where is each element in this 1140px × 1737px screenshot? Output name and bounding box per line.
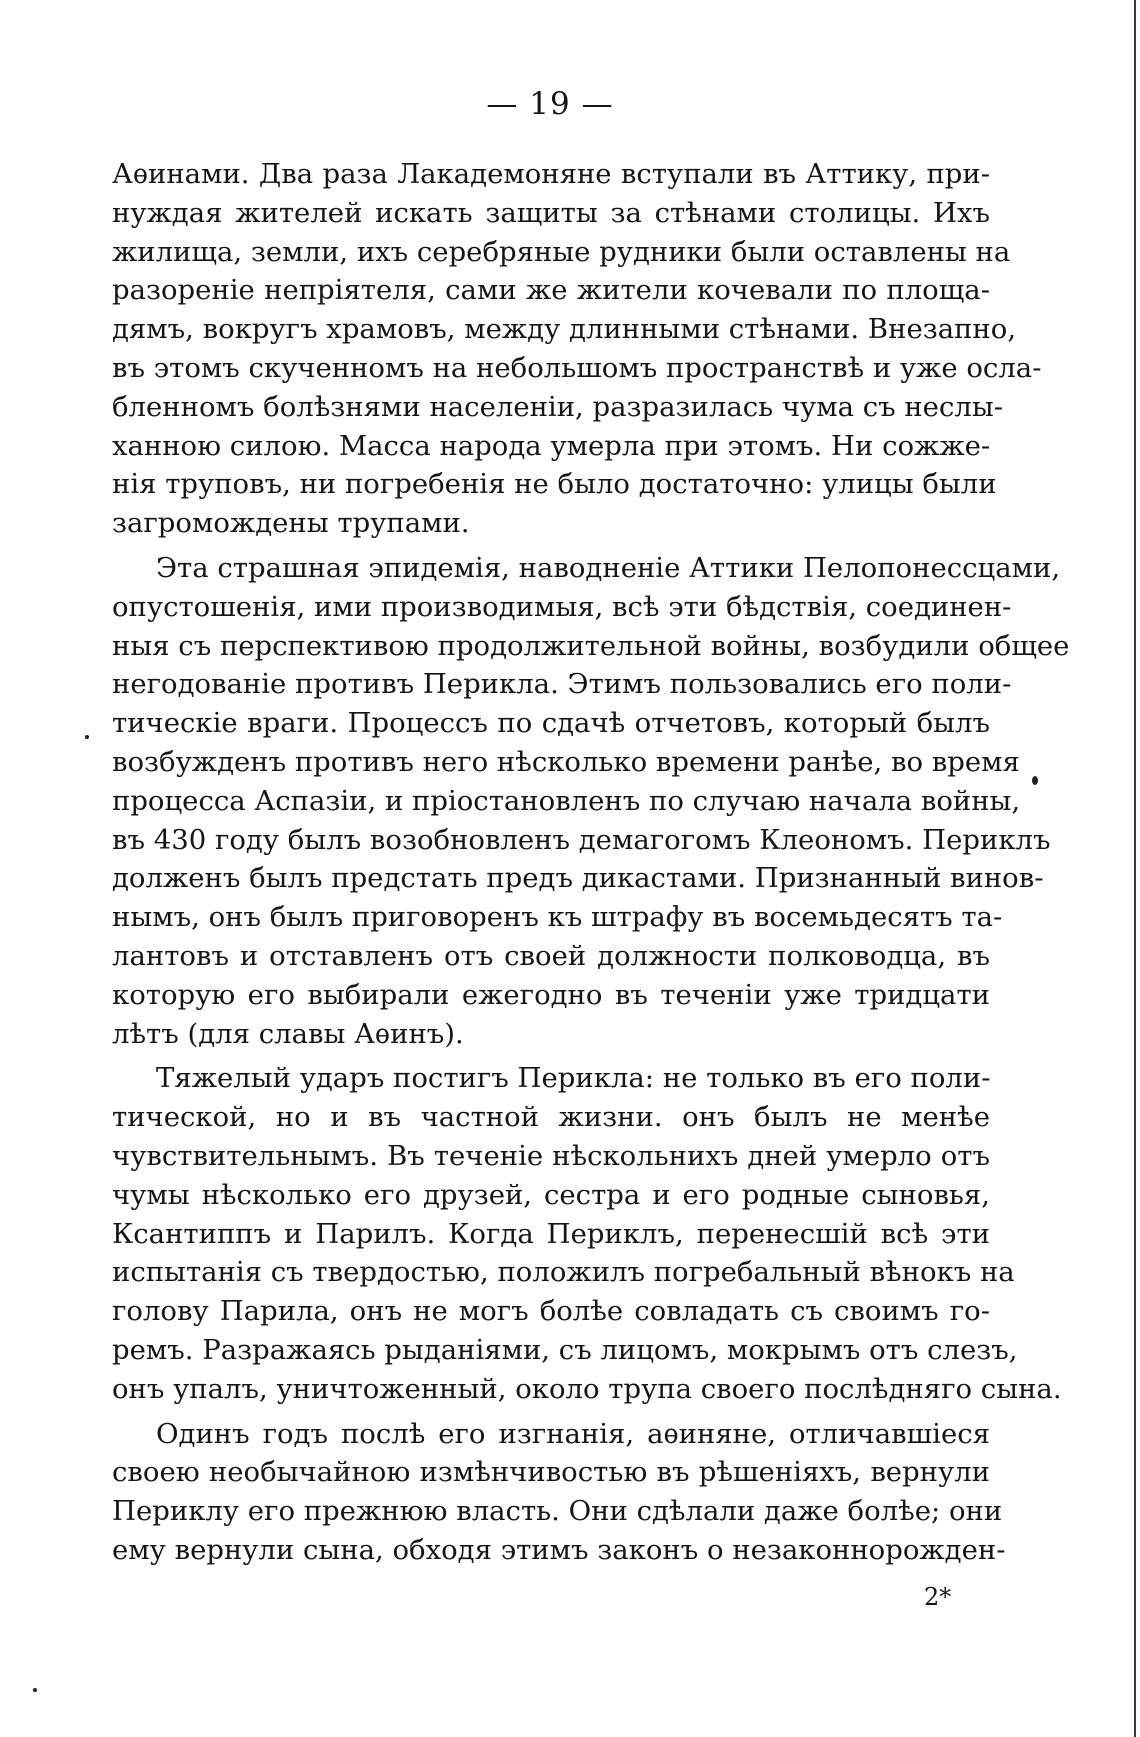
text-line: чумы нѣсколько его друзей, сестра и его родные сыновья, bbox=[112, 1178, 990, 1211]
text-line: жилища, земли, ихъ серебряные рудники были оставлены на bbox=[112, 235, 1011, 268]
ink-speck bbox=[85, 735, 89, 739]
ink-speck bbox=[1032, 776, 1038, 785]
text-line: Одинъ годъ послѣ его изгнанія, аѳиняне, отличавшіеся bbox=[156, 1417, 990, 1450]
text-line: испытанія съ твердостью, положилъ погребальный вѣнокъ на bbox=[112, 1256, 1015, 1289]
text-line: процесса Аспазіи, и пріостановленъ по случаю начала войны, bbox=[112, 784, 1021, 817]
text-line: опустошенія, ими производимыя, всѣ эти бѣдствія, соединен- bbox=[112, 590, 1012, 623]
text-line: которую его выбирали ежегодно въ теченіи уже тридцати bbox=[112, 978, 990, 1011]
text-line: нымъ, онъ былъ приговоренъ къ штрафу въ восемьдесятъ та- bbox=[112, 901, 1003, 934]
text-line: Эта страшная эпидемія, наводненіе Аттики Пелопонессцами, bbox=[156, 551, 1061, 584]
signature-mark: 2* bbox=[924, 1583, 952, 1611]
paragraph-3 bbox=[112, 1059, 1062, 1408]
text-line: своею необычайною измѣнчивостью въ рѣшеніяхъ, вернули bbox=[112, 1456, 990, 1489]
text-line: онъ упалъ, уничтоженный, около трупа своего послѣдняго сына. bbox=[112, 1372, 1062, 1405]
text-line: лѣтъ (для славы Аѳинъ). bbox=[112, 1017, 464, 1050]
paragraph-1 bbox=[112, 155, 1042, 543]
text-line: разореніе непріятеля, сами же жители кочевали по площа- bbox=[112, 274, 990, 307]
text-line: чувствительнымъ. Въ теченіе нѣскольнихъ дней умерло отъ bbox=[112, 1139, 990, 1172]
text-line: дямъ, вокругъ храмовъ, между длинными стѣнами. Внезапно, bbox=[112, 313, 1017, 346]
text-line: голову Парила, онъ не могъ болѣе совладать съ своимъ го- bbox=[112, 1295, 990, 1328]
text-line: бленномъ болѣзнями населеніи, разразилась чума съ неслы- bbox=[112, 390, 1004, 423]
text-line: нія труповъ, ни погребенія не было достаточно: улицы были bbox=[112, 468, 997, 501]
text-line: тической, но и въ частной жизни. онъ былъ не менѣе bbox=[112, 1101, 990, 1134]
text-line: ему вернули сына, обходя этимъ законъ о незаконнорожден- bbox=[112, 1533, 1006, 1566]
text-line: Ксантиппъ и Парилъ. Когда Периклъ, перенесшій всѣ эти bbox=[112, 1217, 990, 1250]
text-line: Периклу его прежнюю власть. Они сдѣлали даже болѣе; они bbox=[112, 1495, 1003, 1528]
text-line: негодованіе противъ Перикла. Этимъ пользовались его поли- bbox=[112, 668, 1012, 701]
page-number-header: — 19 — bbox=[486, 86, 614, 122]
text-line: Тяжелый ударъ постигъ Перикла: не только въ его поли- bbox=[156, 1062, 991, 1095]
text-line: возбужденъ противъ него нѣсколько времени ранѣе, во время bbox=[112, 745, 1020, 778]
text-line: тическіе враги. Процессъ по сдачѣ отчетовъ, который былъ bbox=[112, 707, 990, 740]
paragraph-2 bbox=[112, 549, 1070, 1053]
book-page-text bbox=[112, 155, 1070, 1570]
page-edge-line bbox=[1134, 0, 1136, 1737]
text-line: ханною силою. Масса народа умерла при этомъ. Ни сожже- bbox=[112, 429, 991, 462]
text-line: загромождены трупами. bbox=[112, 507, 470, 540]
text-line: ремъ. Разражаясь рыданіями, съ лицомъ, мокрымъ отъ слезъ, bbox=[112, 1333, 1018, 1366]
text-line: въ этомъ скученномъ на небольшомъ пространствѣ и уже осла- bbox=[112, 351, 1042, 384]
text-line: Аѳинами. Два раза Лакадемоняне вступали въ Аттику, при- bbox=[112, 158, 990, 190]
text-line: долженъ былъ предстать предъ дикастами. Признанный винов- bbox=[112, 862, 1044, 895]
ink-speck bbox=[33, 1688, 37, 1692]
text-line: въ 430 году былъ возобновленъ демагогомъ Клеономъ. Периклъ bbox=[112, 823, 1051, 856]
text-line: нуждая жителей искать защиты за стѣнами столицы. Ихъ bbox=[112, 196, 990, 229]
text-line: ныя съ перспективою продолжительной войны, возбудили общее bbox=[112, 629, 1070, 662]
paragraph-4 bbox=[112, 1415, 1006, 1570]
text-line: лантовъ и отставленъ отъ своей должности полководца, въ bbox=[112, 939, 990, 972]
